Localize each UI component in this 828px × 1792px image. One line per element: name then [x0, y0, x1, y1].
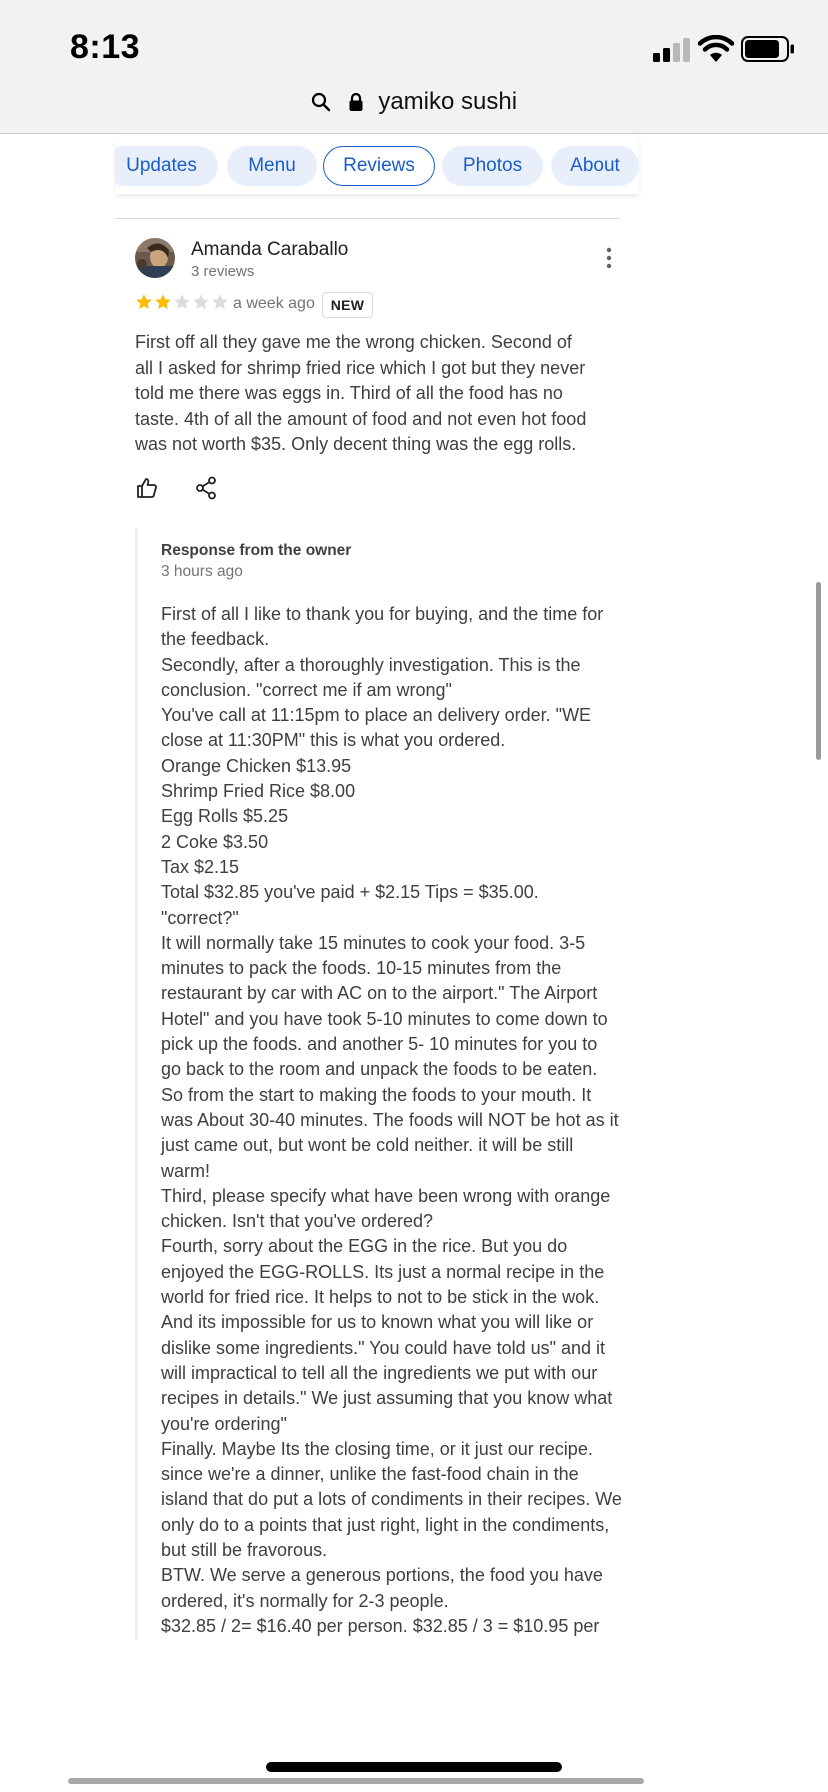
url-text: yamiko sushi	[378, 88, 518, 115]
url-display[interactable]	[0, 88, 828, 116]
section-divider	[115, 218, 620, 219]
place-tabs	[115, 136, 639, 194]
battery-icon	[741, 36, 795, 62]
more-options-icon[interactable]	[602, 246, 616, 270]
response-title: Response from the owner	[161, 542, 352, 559]
search-icon	[311, 92, 331, 112]
owner-response	[135, 528, 625, 1640]
review-date: a week ago	[233, 295, 315, 312]
vertical-scrollbar[interactable]	[816, 582, 821, 760]
tab-about[interactable]: About	[551, 146, 639, 186]
url-bar[interactable]	[0, 86, 828, 134]
response-date: 3 hours ago	[161, 563, 243, 580]
tab-photos[interactable]: Photos	[442, 146, 543, 186]
horizontal-scrollbar[interactable]	[68, 1778, 644, 1784]
tab-menu[interactable]: Menu	[227, 146, 317, 186]
avatar[interactable]	[135, 238, 175, 278]
wifi-icon	[698, 35, 734, 63]
star-filled-icon	[135, 293, 153, 311]
star-empty-icon	[173, 293, 191, 311]
tab-reviews[interactable]: Reviews	[323, 146, 435, 186]
cellular-signal-icon	[653, 38, 691, 62]
status-bar	[0, 0, 828, 96]
reviewer-name[interactable]: Amanda Caraballo	[191, 239, 349, 260]
response-text: First of all I like to thank you for buying, and the time for the feedback. Secondly, after a thoroughly investigation. This is the conclusion. "correct me if am wrong" You've call at 11:15pm to place an delivery order. "WE close at 11:30PM" this is what you ordered. Orange Chicken $13.95 Shrimp Fried Rice $8.00 Egg Rolls $5.25 2 Coke $3.50 Tax $2.15 Total $32.85 you've paid + $2.15 Tips = $35.00. "correct?" It will normally take 15 minutes to cook your food. 3-5 minutes to pack the foods. 10-15 minutes from the restaurant by car with AC on to the airport." The Airport Hotel" and you have took 5-10 minutes to come down to pick up the foods. and another 5- 10 minutes for you to go back to the room and unpack the foods to be eaten. So from the start to making the foods to your mouth. It was About 30-40 minutes. The foods will NOT be hot as it just came out, but wont be cold neither. it will be still warm! Third, please specify what have been wrong with orange chicken. Isn't that you've ordered? Fourth, sorry about the EGG in the rice. But you do enjoyed the EGG-ROLLS. Its just a normal recipe in the world for fried rice. It helps to not to be stick in the wok. And its impossible for us to known what you will like or dislike some ingredients." You could have told us" and it will impractical to tell all the ingredients we put with our recipes in details." We just assuming that you know what you're ordering" Finally. Maybe Its the closing time, or it just our recipe. since we're a dinner, unlike the fast-food chain in the island that do put a lots of condiments in their recipes. We only do to a points that just right, light in the condiments, but still be fravorous. BTW. We serve a generous portions, the food you have ordered, it's normally for 2-3 people. $32.85 / 2= $16.40 per person. $32.85 / 3 = $10.95 per	[161, 604, 622, 1636]
reviewer-review-count: 3 reviews	[191, 263, 255, 280]
star-rating	[135, 293, 230, 313]
new-badge: NEW	[322, 292, 373, 318]
thumbs-up-icon[interactable]	[135, 476, 159, 500]
tab-updates[interactable]: Updates	[115, 146, 218, 186]
star-filled-icon	[154, 293, 172, 311]
star-empty-icon	[192, 293, 210, 311]
share-icon[interactable]	[195, 476, 217, 500]
lock-icon	[348, 92, 364, 112]
status-time: 8:13	[70, 28, 141, 66]
home-indicator[interactable]	[266, 1762, 562, 1772]
star-empty-icon	[211, 293, 229, 311]
review-text: First off all they gave me the wrong chicken. Second of all I asked for shrimp fried rice which I got but they never told me there was eggs in. Third of all the food has no taste. 4th of all the amount of food and not even hot food was not worth $35. Only decent thing was the egg rolls.	[135, 332, 587, 454]
